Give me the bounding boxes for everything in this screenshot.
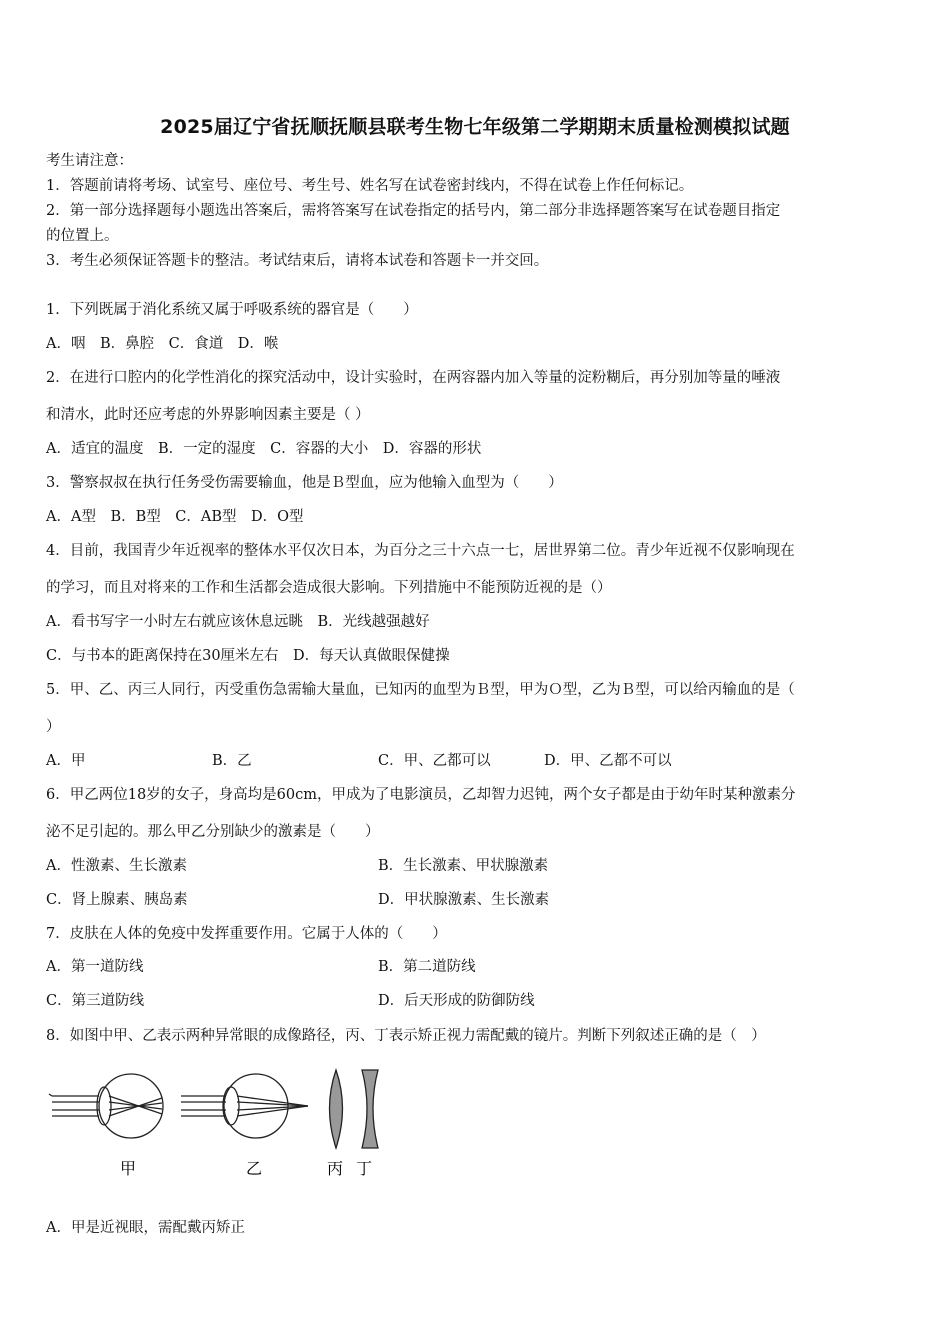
q7-stem: 7．皮肤在人体的免疫中发挥重要作用。它属于人体的（ ）	[46, 926, 447, 942]
q6-option-a: A．性激素、生长激素	[46, 858, 187, 874]
figure-label-ding: 丁	[356, 1159, 373, 1178]
q2-stem-line1: 2．在进行口腔内的化学性消化的探究活动中，设计实验时，在两容器内加入等量的淀粉糊后，再分别加等量的唾液	[46, 370, 781, 386]
notice-item-1: 1．答题前请将考场、试室号、座位号、考生号、姓名写在试卷密封线内，不得在试卷上作任何标记。	[46, 178, 694, 194]
q5-stem-line2: ）	[46, 719, 61, 735]
q2-stem-line2: 和清水，此时还应考虑的外界影响因素主要是（ ）	[46, 407, 370, 423]
q5-stem-line1: 5．甲、乙、丙三人同行，丙受重伤急需输大量血，已知丙的血型为Ｂ型，甲为Ｏ型，乙为Ｂ型，可以给丙输血的是（	[46, 682, 795, 698]
q6-option-c: C．肾上腺素、胰岛素	[46, 892, 188, 908]
q3-options: A．A型 B．B型 C．AB型 D．O型	[46, 509, 304, 525]
q5-option-c: C．甲、乙都可以	[378, 753, 491, 769]
eye-yi-diagram	[181, 1074, 308, 1138]
q4-options-line1: A．看书写字一小时左右就应该休息远眺 B．光线越强越好	[46, 614, 430, 630]
q1-options: A．咽 B．鼻腔 C．食道 D．喉	[46, 336, 279, 352]
q3-stem: 3．警察叔叔在执行任务受伤需要输血，他是Ｂ型血，应为他输入血型为（ ）	[46, 475, 563, 491]
q8-stem: 8．如图中甲、乙表示两种异常眼的成像路径，丙、丁表示矫正视力需配戴的镜片。判断下列叙述正确的是（ ）	[46, 1028, 766, 1044]
figure-label-bing: 丙	[327, 1159, 344, 1178]
q2-options: A．适宜的温度 B．一定的湿度 C．容器的大小 D．容器的形状	[46, 441, 482, 457]
q4-stem-line1: 4．目前，我国青少年近视率的整体水平仅次日本，为百分之三十六点一七，居世界第二位。青少年近视不仅影响现在	[46, 543, 795, 559]
q5-option-b: B．乙	[212, 753, 252, 769]
q6-option-d: D．甲状腺激素、生长激素	[378, 892, 550, 908]
notice-item-2-cont: 的位置上。	[46, 228, 119, 244]
figure-label-yi: 乙	[246, 1159, 263, 1178]
q4-stem-line2: 的学习，而且对将来的工作和生活都会造成很大影响。下列措施中不能预防近视的是（）	[46, 580, 612, 596]
q4-options-line2: C．与书本的距离保持在30厘米左右 D．每天认真做眼保健操	[46, 648, 450, 664]
q7-option-a: A．第一道防线	[46, 959, 144, 975]
eye-lens-diagram	[44, 1062, 394, 1182]
q6-option-b: B．生长激素、甲状腺激素	[378, 858, 549, 874]
convex-lens-bing	[330, 1070, 343, 1148]
concave-lens-ding	[362, 1070, 378, 1148]
eye-jia-diagram	[49, 1074, 163, 1138]
q6-stem-line1: 6．甲乙两位18岁的女子，身高均是60cm，甲成为了电影演员，乙却智力迟钝，两个女子都是由于幼年时某种激素分	[46, 787, 796, 803]
q7-option-d: D．后天形成的防御防线	[378, 993, 535, 1009]
q7-option-b: B．第二道防线	[378, 959, 476, 975]
exam-title: 2025届辽宁省抚顺抚顺县联考生物七年级第二学期期末质量检测模拟试题	[160, 116, 790, 138]
q6-stem-line2: 泌不足引起的。那么甲乙分别缺少的激素是（ ）	[46, 824, 380, 840]
q1-stem: 1．下列既属于消化系统又属于呼吸系统的器官是（ ）	[46, 302, 418, 318]
notice-item-3: 3．考生必须保证答题卡的整洁。考试结束后，请将本试卷和答题卡一并交回。	[46, 253, 549, 269]
figure-label-jia: 甲	[120, 1159, 137, 1178]
q5-option-d: D．甲、乙都不可以	[544, 753, 672, 769]
notice-item-2: 2．第一部分选择题每小题选出答案后，需将答案写在试卷指定的括号内，第二部分非选择题答案写在试卷题目指定	[46, 203, 781, 219]
q7-option-c: C．第三道防线	[46, 993, 145, 1009]
q8-option-a: A．甲是近视眼，需配戴丙矫正	[46, 1220, 245, 1236]
q5-option-a: A．甲	[46, 753, 86, 769]
notice-heading: 考生请注意：	[46, 153, 133, 169]
